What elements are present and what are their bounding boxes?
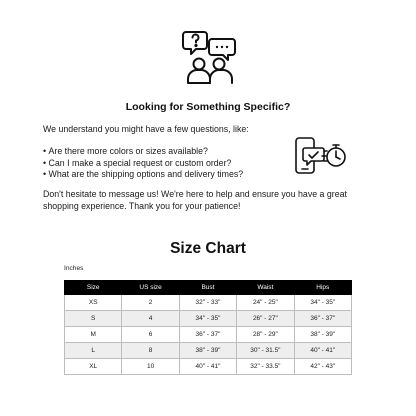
table-cell: L — [65, 343, 122, 359]
question-list — [43, 146, 283, 181]
phone-message-clock-icon — [292, 136, 350, 176]
table-cell: 36" - 37" — [294, 311, 351, 327]
table-cell: S — [65, 311, 122, 327]
table-cell: 34" - 35" — [294, 295, 351, 311]
intro-text: We understand you might have a few questions, like: — [43, 124, 249, 134]
size-chart-title: Size Chart — [170, 240, 246, 257]
table-cell: 40" - 41" — [179, 359, 236, 375]
chat-question-people-icon — [180, 28, 240, 86]
table-cell: 32" - 33.5" — [237, 359, 294, 375]
table-cell: XL — [65, 359, 122, 375]
closing-text: Don't hesitate to message us! We're here to help and ensure you have a great shopping experience. Thank you for your patience! — [43, 189, 347, 211]
table-cell: 38" - 39" — [294, 327, 351, 343]
table-cell: 10 — [122, 359, 179, 375]
column-header: Hips — [294, 281, 351, 295]
column-header: Size — [65, 281, 122, 295]
table-cell: 32" - 33" — [179, 295, 236, 311]
table-cell: 2 — [122, 295, 179, 311]
table-cell: 24" - 25" — [237, 295, 294, 311]
table-cell: 40" - 41" — [294, 343, 351, 359]
table-cell: 42" - 43" — [294, 359, 351, 375]
table-cell: 38" - 39" — [179, 343, 236, 359]
page-heading: Looking for Something Specific? — [125, 101, 291, 113]
table-row — [65, 295, 352, 311]
table-row — [65, 359, 352, 375]
table-cell: 36" - 37" — [179, 327, 236, 343]
list-item: • Can I make a special request or custom order? — [43, 158, 283, 170]
list-item: • What are the shipping options and delivery times? — [43, 169, 283, 181]
table-cell: 30" - 31.5" — [237, 343, 294, 359]
list-item: • Are there more colors or sizes available? — [43, 146, 283, 158]
column-header: US size — [122, 281, 179, 295]
table-row — [65, 311, 352, 327]
table-cell: 28" - 29" — [237, 327, 294, 343]
table-row — [65, 327, 352, 343]
table-cell: 8 — [122, 343, 179, 359]
table-cell: 34" - 35" — [179, 311, 236, 327]
table-cell: 6 — [122, 327, 179, 343]
table-cell: 4 — [122, 311, 179, 327]
table-row — [65, 343, 352, 359]
table-cell: 26" - 27" — [237, 311, 294, 327]
column-header: Waist — [237, 281, 294, 295]
table-cell: XS — [65, 295, 122, 311]
table-header-row — [65, 281, 352, 295]
column-header: Bust — [179, 281, 236, 295]
table-cell: M — [65, 327, 122, 343]
size-chart-table — [64, 280, 352, 375]
units-label: Inches — [64, 265, 84, 272]
